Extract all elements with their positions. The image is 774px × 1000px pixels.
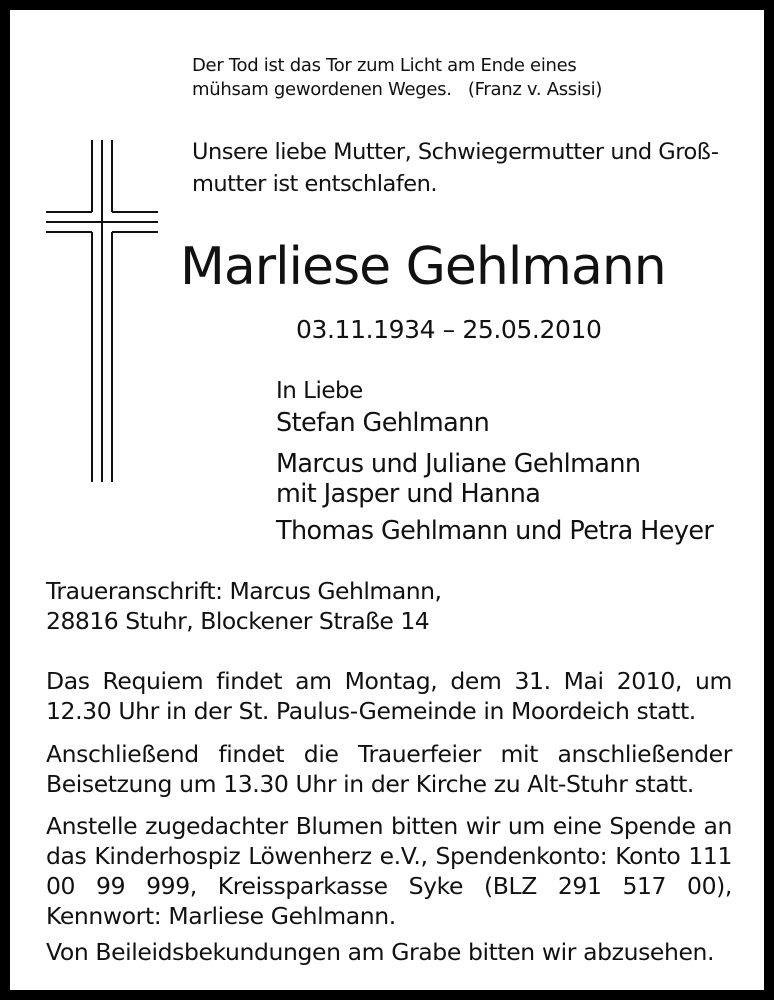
intro-text	[192, 136, 718, 200]
life-dates: 03.11.1934 – 25.05.2010	[296, 315, 602, 344]
mourner-line: Thomas Gehlmann und Petra Heyer	[276, 516, 714, 546]
cross-icon	[46, 140, 158, 482]
mourner-line: mit Jasper und Hanna	[276, 479, 541, 509]
address-line-1: Traueranschrift: Marcus Gehlmann,	[46, 577, 442, 605]
funeral-paragraph: Anschließend findet die Trauerfeier mit anschließender Beisetzung um 13.30 Uhr in der Kirche zu Alt-Stuhr statt.	[46, 740, 732, 798]
intro-line-1: Unsere liebe Mutter, Schwiegermutter und Groß-	[192, 139, 719, 165]
mourning-address	[46, 576, 441, 636]
mourner-line: Stefan Gehlmann	[276, 408, 490, 438]
quote-line-2: mühsam gewordenen Weges. (Franz v. Assisi)	[192, 79, 603, 100]
deceased-name: Marliese Gehlmann	[180, 237, 666, 297]
donation-paragraph: Anstelle zugedachter Blumen bitten wir um eine Spende an das Kinderhospiz Löwenherz e.V., Spendenkonto: Konto 111 00 99 999, Kreissparkasse Syke (BLZ 291 517 00), Kennwort: Marliese Gehlmann.	[46, 812, 732, 930]
signoff: In Liebe	[276, 378, 363, 404]
requiem-paragraph: Das Requiem findet am Montag, dem 31. Mai 2010, um 12.30 Uhr in der St. Paulus-Gemeinde in Moordeich statt.	[46, 667, 732, 725]
mourner-line: Marcus und Juliane Gehlmann	[276, 449, 641, 479]
quote-line-1: Der Tod ist das Tor zum Licht am Ende eines	[192, 55, 577, 76]
intro-line-2: mutter ist entschlafen.	[192, 171, 438, 197]
address-line-2: 28816 Stuhr, Blockener Straße 14	[46, 607, 430, 635]
quote	[192, 54, 602, 102]
condolence-paragraph: Von Beileidsbekundungen am Grabe bitten wir abzusehen.	[46, 938, 715, 966]
